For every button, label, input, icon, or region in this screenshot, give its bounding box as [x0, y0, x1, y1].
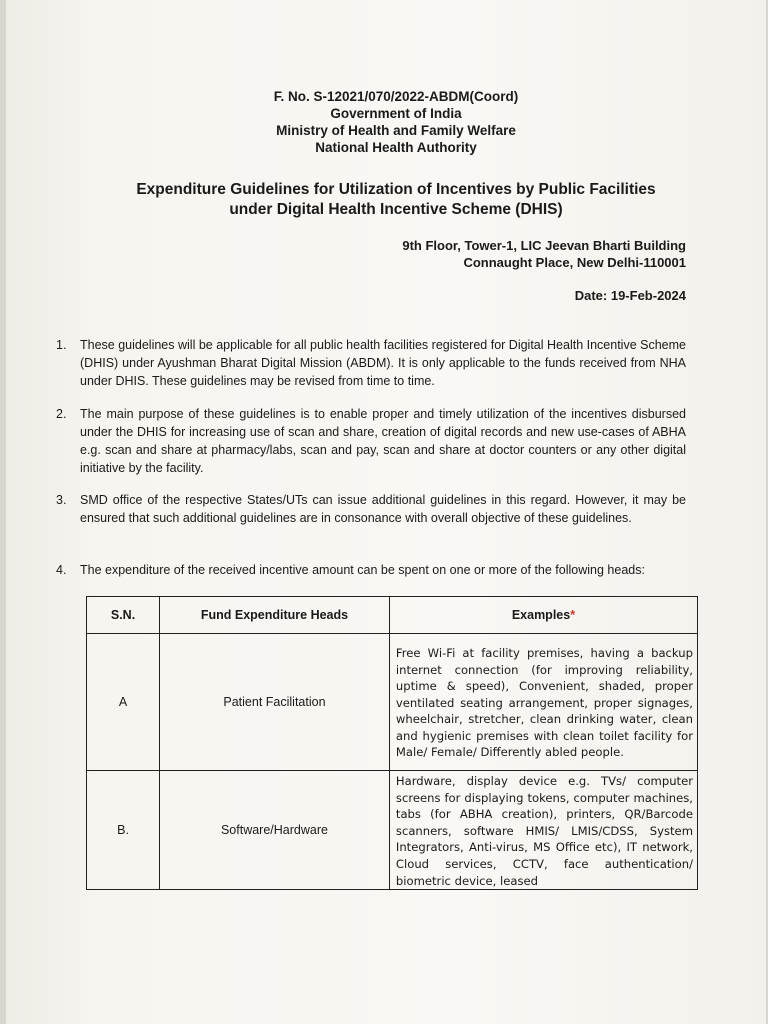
row-examples: Hardware, display device e.g. TVs/ computer screens for displaying tokens, computer machines, tabs (for ABHA creation), printers, QR/Barcode scanners, software HMIS/ LMIS/CDSS, System Integrators, Anti-virus, MS Office etc), IT network, Cloud services, CCTV, face authentication/ biometric device, leased	[389, 771, 697, 890]
document-date: Date: 19-Feb-2024	[574, 288, 686, 303]
row-sn: B.	[87, 771, 160, 890]
expenditure-heads-table	[86, 596, 698, 890]
paragraph-3	[56, 491, 686, 527]
address-line-2: Connaught Place, New Delhi-110001	[463, 255, 686, 270]
address-line-1: 9th Floor, Tower-1, LIC Jeevan Bharti Building	[402, 238, 686, 253]
paragraph-2	[56, 405, 686, 477]
table-row	[87, 634, 698, 771]
row-examples: Free Wi-Fi at facility premises, having a backup internet connection (for improving reliability, uptime & speed), Convenient, shaded, proper ventilated seating arrangement, proper signages, wheelchair, stretcher, clean drinking water, clean and hygienic premises with clean toilet facility for Male/ Female/ Differently abled people.	[389, 634, 697, 771]
paragraph-text: The expenditure of the received incentive amount can be spent on one or more of the following heads:	[80, 563, 645, 577]
paragraph-number: 4.	[56, 563, 67, 577]
paragraph-text: SMD office of the respective States/UTs can issue additional guidelines in this regard. However, it may be ensured that such additional guidelines are in consonance with overall objective of these guidelines.	[80, 493, 686, 525]
paragraph-number: 2.	[56, 407, 67, 421]
paragraph-text: These guidelines will be applicable for all public health facilities registered for Digital Health Incentive Scheme (DHIS) under Ayushman Bharat Digital Mission (ABDM). It is only applicable to the funds received from NHA under DHIS. These guidelines may be revised from time to time.	[80, 338, 686, 388]
footnote-asterisk: *	[570, 608, 576, 622]
row-head: Software/Hardware	[160, 771, 390, 890]
row-sn: A	[87, 634, 160, 771]
column-header-sn: S.N.	[87, 597, 160, 634]
file-number: F. No. S-12021/070/2022-ABDM(Coord)	[273, 89, 519, 104]
document-header	[6, 88, 766, 156]
column-header-heads: Fund Expenditure Heads	[160, 597, 390, 634]
office-address	[402, 237, 686, 271]
table-row	[87, 771, 698, 890]
ministry-name: Ministry of Health and Family Welfare	[276, 123, 516, 138]
table-header-row	[87, 597, 698, 634]
examples-label: Examples	[511, 608, 571, 622]
paragraph-1	[56, 336, 686, 390]
paragraph-number: 1.	[56, 338, 67, 352]
document-page	[6, 0, 766, 1024]
paragraph-4	[56, 561, 686, 579]
row-head: Patient Facilitation	[160, 634, 390, 771]
government-name: Government of India	[330, 106, 462, 121]
paragraph-number: 3.	[56, 493, 67, 507]
paragraph-text: The main purpose of these guidelines is to enable proper and timely utilization of the incentives disbursed under the DHIS for increasing use of scan and share, creation of digital records and new use-cases of ABHA e.g. scan and share at pharmacy/labs, scan and pay, scan and share at doctor counters or any other digital initiative by the facility.	[80, 407, 686, 475]
column-header-examples	[389, 597, 697, 634]
authority-name: National Health Authority	[315, 140, 477, 155]
document-title: Expenditure Guidelines for Utilization of Incentives by Public Facilities under Digital Health Incentive Scheme (DHIS)	[136, 181, 656, 218]
